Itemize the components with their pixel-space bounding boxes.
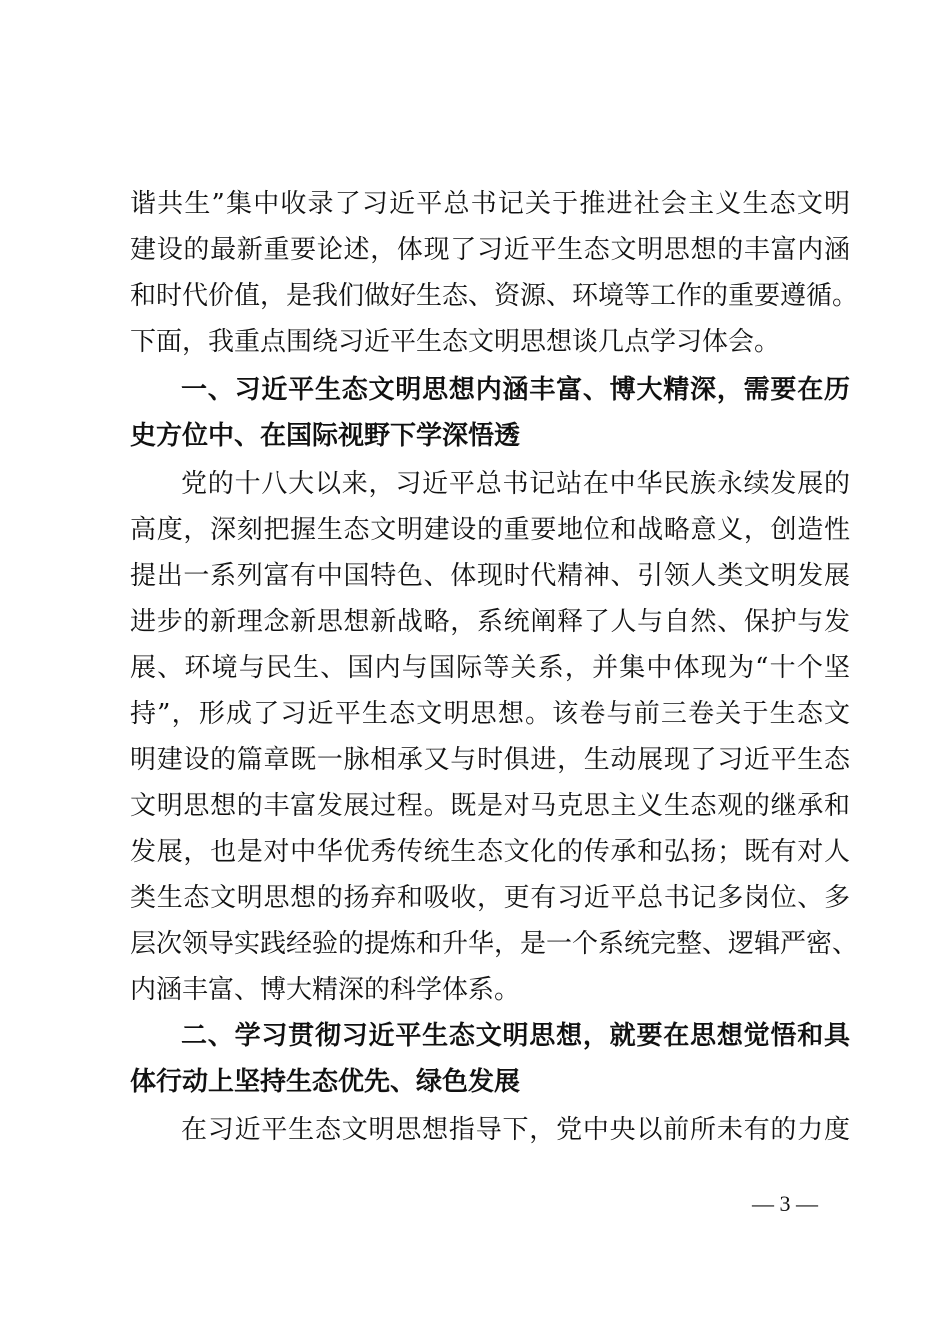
heading-line: 体行动上坚持生态优先、绿色发展 xyxy=(130,1067,521,1097)
text-line: 展、环境与民生、国内与国际等关系，并集中体现为“十个坚 xyxy=(130,653,850,683)
text-line: 提出一系列富有中国特色、体现时代精神、引领人类文明发展 xyxy=(130,561,850,591)
heading-line: 二、学习贯彻习近平生态文明思想，就要在思想觉悟和具 xyxy=(181,1021,850,1051)
text-line: 内涵丰富、博大精深的科学体系。 xyxy=(130,975,521,1005)
page-number: — 3 — xyxy=(752,1191,818,1216)
text-line: 持”，形成了习近平生态文明思想。该卷与前三卷关于生态文 xyxy=(130,699,850,729)
text-line: 进步的新理念新思想新战略，系统阐释了人与自然、保护与发 xyxy=(130,607,850,637)
text-line: 在习近平生态文明思想指导下，党中央以前所未有的力度 xyxy=(181,1115,850,1145)
text-line: 明建设的篇章既一脉相承又与时俱进，生动展现了习近平生态 xyxy=(130,745,850,775)
text-line: 下面，我重点围绕习近平生态文明思想谈几点学习体会。 xyxy=(130,327,781,357)
text-line: 和时代价值，是我们做好生态、资源、环境等工作的重要遵循。 xyxy=(130,281,859,311)
text-line: 发展，也是对中华优秀传统生态文化的传承和弘扬；既有对人 xyxy=(130,837,850,867)
heading-line: 一、习近平生态文明思想内涵丰富、博大精深，需要在历 xyxy=(181,375,850,405)
text-line: 类生态文明思想的扬弃和吸收，更有习近平总书记多岗位、多 xyxy=(130,883,850,913)
text-line: 建设的最新重要论述，体现了习近平生态文明思想的丰富内涵 xyxy=(130,235,850,265)
text-line: 谐共生”集中收录了习近平总书记关于推进社会主义生态文明 xyxy=(130,189,850,219)
text-line: 党的十八大以来，习近平总书记站在中华民族永续发展的 xyxy=(181,469,850,499)
heading-line: 史方位中、在国际视野下学深悟透 xyxy=(130,421,521,451)
text-line: 文明思想的丰富发展过程。既是对马克思主义生态观的继承和 xyxy=(130,791,850,821)
text-line: 高度，深刻把握生态文明建设的重要地位和战略意义，创造性 xyxy=(130,515,850,545)
text-line: 层次领导实践经验的提炼和升华，是一个系统完整、逻辑严密、 xyxy=(130,929,859,959)
